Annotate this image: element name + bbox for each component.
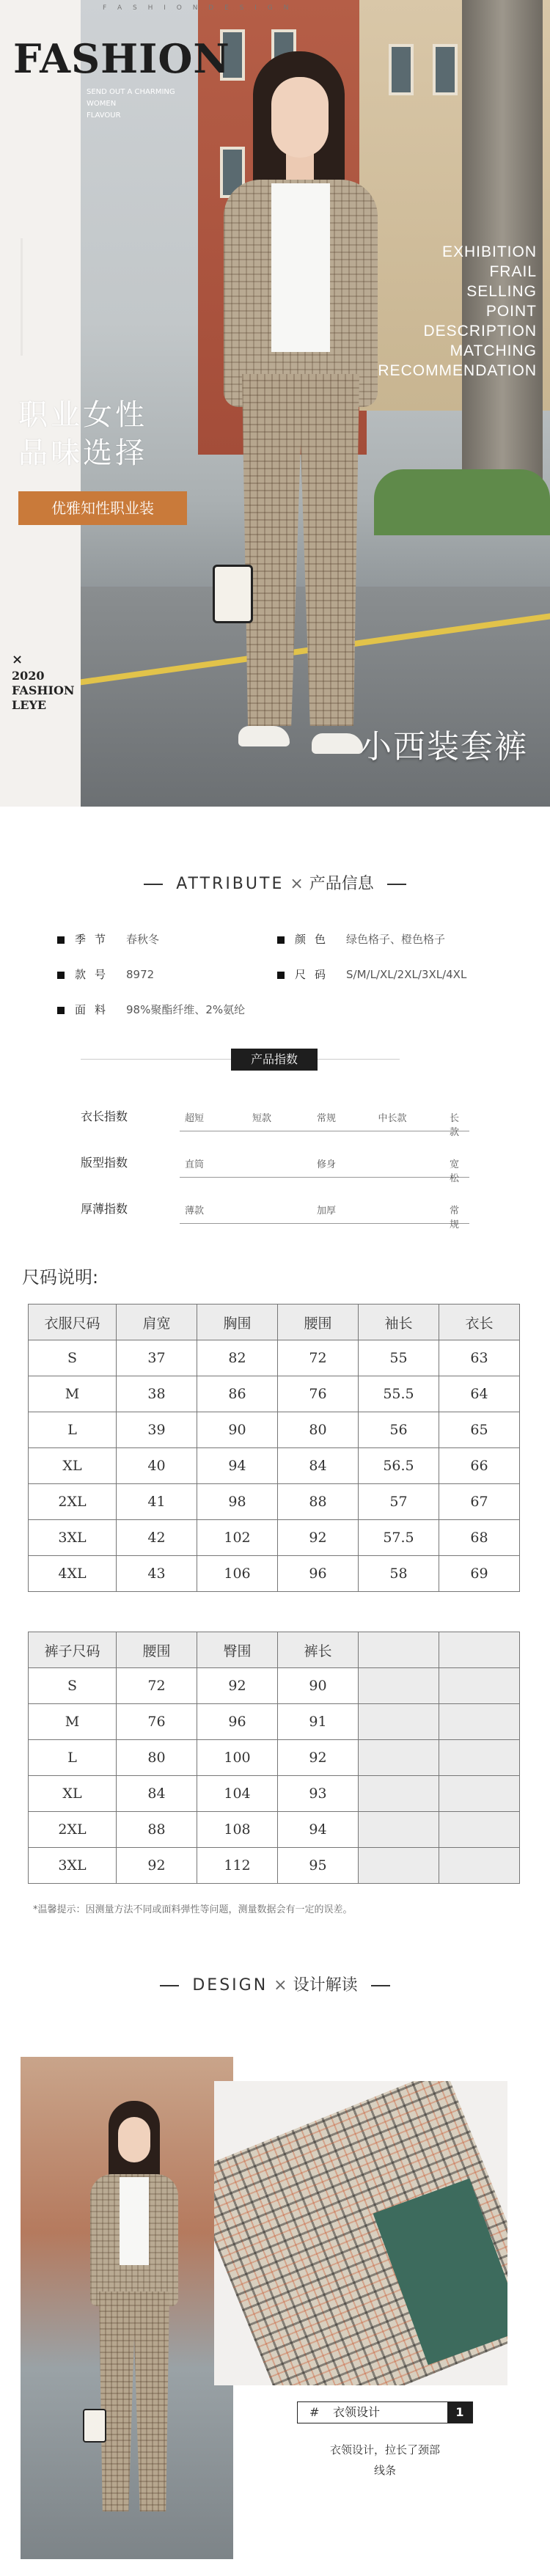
value-cell: 58 (359, 1556, 439, 1592)
value-cell: 108 (197, 1812, 278, 1848)
value-cell (359, 1776, 439, 1812)
value-cell: 72 (117, 1668, 197, 1704)
design-desc-line: 衣领设计，拉长了颈部 (329, 2443, 440, 2456)
index-option: 超短 (184, 1113, 205, 1124)
value-cell: 57 (359, 1484, 439, 1520)
value-cell: 68 (439, 1520, 520, 1556)
value-cell: 80 (278, 1412, 359, 1448)
heading-en: ATTRIBUTE (176, 875, 285, 893)
collar-detail-photo (214, 2081, 507, 2385)
index-title: 产品指数 (231, 1049, 318, 1071)
cn-title-line: 职业女性 (18, 398, 147, 432)
hero-banner (0, 0, 550, 807)
index-row-thickness (81, 1200, 469, 1229)
value-cell (359, 1704, 439, 1740)
size-cell: 4XL (29, 1556, 117, 1592)
value-cell (439, 1848, 520, 1884)
value-cell: 41 (117, 1484, 197, 1520)
table-row (29, 1812, 520, 1848)
table-header: 衣服尺码 (29, 1304, 117, 1340)
design-point-number: 1 (447, 2402, 472, 2423)
attr-style-no (57, 966, 154, 982)
value-cell: 76 (278, 1376, 359, 1412)
style-badge: 优雅知性职业装 (18, 491, 187, 525)
value-cell: 66 (439, 1448, 520, 1484)
size-cell: 3XL (29, 1848, 117, 1884)
sub-line: SEND OUT A CHARMING (87, 88, 175, 96)
top-size-table (28, 1304, 520, 1592)
index-label: 版型指数 (81, 1156, 128, 1170)
value-cell (359, 1812, 439, 1848)
value-cell: 72 (278, 1340, 359, 1376)
size-cell: XL (29, 1448, 117, 1484)
value-cell (439, 1812, 520, 1848)
index-row-length (81, 1107, 469, 1137)
value-cell (439, 1776, 520, 1812)
table-header (439, 1632, 520, 1668)
value-cell (439, 1704, 520, 1740)
index-option: 短款 (252, 1113, 272, 1124)
attr-value: 98%聚酯纤维、2%氨纶 (126, 1003, 246, 1016)
heading-sep: × (274, 1976, 287, 1995)
size-cell: M (29, 1376, 117, 1412)
value-cell: 92 (278, 1740, 359, 1776)
attr-key: 尺码 (295, 968, 335, 981)
hero-cn-title (18, 396, 147, 472)
table-row (29, 1556, 520, 1592)
value-cell: 104 (197, 1776, 278, 1812)
value-cell: 88 (278, 1484, 359, 1520)
table-header: 胸围 (197, 1304, 278, 1340)
size-cell: S (29, 1340, 117, 1376)
design-model-photo (21, 2057, 233, 2559)
table-header: 裤子尺码 (29, 1632, 117, 1668)
year-text: FASHION (12, 683, 75, 697)
index-option: 薄款 (184, 1206, 205, 1217)
year-text: LEYE (12, 698, 47, 712)
size-cell: L (29, 1412, 117, 1448)
right-word: SELLING (466, 283, 537, 300)
attr-size (277, 966, 466, 982)
hash-icon: # (309, 2405, 320, 2419)
value-cell: 90 (278, 1668, 359, 1704)
value-cell: 82 (197, 1340, 278, 1376)
value-cell: 98 (197, 1484, 278, 1520)
value-cell (359, 1668, 439, 1704)
index-option: 直筒 (184, 1159, 205, 1170)
close-x-icon: × (12, 652, 23, 667)
value-cell (439, 1740, 520, 1776)
value-cell: 56 (359, 1412, 439, 1448)
value-cell: 63 (439, 1340, 520, 1376)
table-row (29, 1484, 520, 1520)
design-point-title: 衣领设计 (333, 2405, 381, 2419)
design-description (297, 2440, 473, 2481)
size-cell: M (29, 1704, 117, 1740)
value-cell: 84 (278, 1448, 359, 1484)
attr-color (277, 931, 445, 947)
value-cell: 106 (197, 1556, 278, 1592)
value-cell: 93 (278, 1776, 359, 1812)
value-cell: 56.5 (359, 1448, 439, 1484)
heading-sep: × (290, 875, 304, 893)
table-header: 臀围 (197, 1632, 278, 1668)
value-cell: 92 (197, 1668, 278, 1704)
design-desc-line: 线条 (373, 2464, 396, 2477)
decorative-bar (21, 238, 23, 356)
design-point-tag (297, 2401, 473, 2423)
value-cell: 94 (197, 1448, 278, 1484)
tiny-top-text: F A S H I O N D E S I G N (103, 4, 293, 12)
value-cell: 43 (117, 1556, 197, 1592)
year-text: 2020 (12, 669, 45, 683)
index-option: 常规 (450, 1206, 460, 1230)
table-row (29, 1340, 520, 1376)
size-cell: 2XL (29, 1812, 117, 1848)
sub-line: WOMEN (87, 100, 117, 108)
model-figure (209, 51, 392, 785)
value-cell: 92 (278, 1520, 359, 1556)
value-cell: 76 (117, 1704, 197, 1740)
table-row (29, 1668, 520, 1704)
value-cell: 67 (439, 1484, 520, 1520)
attribute-heading (0, 871, 550, 894)
value-cell: 69 (439, 1556, 520, 1592)
value-cell: 92 (117, 1848, 197, 1884)
table-header-row (29, 1632, 520, 1668)
value-cell: 37 (117, 1340, 197, 1376)
hero-sub-lines (87, 87, 175, 122)
attr-key: 季节 (75, 933, 115, 946)
table-row (29, 1704, 520, 1740)
cn-title-line: 品味选择 (18, 436, 147, 470)
right-word: RECOMMENDATION (378, 362, 537, 379)
value-cell: 88 (117, 1812, 197, 1848)
index-option: 中长款 (378, 1113, 407, 1124)
size-cell: 3XL (29, 1520, 117, 1556)
year-mark (12, 653, 75, 713)
measurement-note: *温馨提示：因测量方法不同或面料弹性等问题，测量数据会有一定的误差。 (33, 1904, 353, 1915)
value-cell: 55.5 (359, 1376, 439, 1412)
attr-value: S/M/L/XL/2XL/3XL/4XL (346, 968, 467, 981)
table-header: 衣长 (439, 1304, 520, 1340)
size-caption: 尺码说明: (22, 1267, 99, 1288)
attr-season (57, 931, 159, 947)
value-cell: 64 (439, 1376, 520, 1412)
heading-cn: 设计解读 (293, 1976, 358, 1995)
value-cell (359, 1740, 439, 1776)
table-row (29, 1740, 520, 1776)
index-option: 长款 (450, 1113, 460, 1138)
value-cell (439, 1668, 520, 1704)
table-header (359, 1632, 439, 1668)
value-cell: 86 (197, 1376, 278, 1412)
index-option: 常规 (316, 1113, 337, 1124)
attr-key: 款号 (75, 968, 115, 981)
value-cell: 96 (278, 1556, 359, 1592)
index-option: 宽松 (450, 1159, 460, 1184)
table-row (29, 1448, 520, 1484)
table-header: 肩宽 (117, 1304, 197, 1340)
value-cell: 91 (278, 1704, 359, 1740)
product-title: 小西装套裤 (359, 728, 528, 766)
value-cell: 80 (117, 1740, 197, 1776)
value-cell: 112 (197, 1848, 278, 1884)
value-cell: 38 (117, 1376, 197, 1412)
value-cell: 102 (197, 1520, 278, 1556)
value-cell (359, 1848, 439, 1884)
value-cell: 100 (197, 1740, 278, 1776)
table-row (29, 1776, 520, 1812)
heading-en: DESIGN (192, 1976, 268, 1995)
attr-key: 面料 (75, 1003, 115, 1016)
right-word: POINT (485, 303, 537, 320)
table-header: 裤长 (278, 1632, 359, 1668)
value-cell: 57.5 (359, 1520, 439, 1556)
heading-cn: 产品信息 (309, 875, 374, 893)
value-cell: 42 (117, 1520, 197, 1556)
value-cell: 55 (359, 1340, 439, 1376)
table-header: 腰围 (117, 1632, 197, 1668)
index-label: 衣长指数 (81, 1109, 128, 1123)
index-label: 厚薄指数 (81, 1202, 128, 1216)
size-cell: S (29, 1668, 117, 1704)
table-row (29, 1848, 520, 1884)
hero-right-words (378, 242, 537, 381)
right-word: EXHIBITION (441, 243, 537, 260)
table-header: 袖长 (359, 1304, 439, 1340)
right-word: DESCRIPTION (423, 323, 537, 340)
right-word: FRAIL (489, 263, 537, 280)
value-cell: 40 (117, 1448, 197, 1484)
size-cell: L (29, 1740, 117, 1776)
value-cell: 94 (278, 1812, 359, 1848)
attr-value: 8972 (126, 968, 155, 981)
attr-key: 颜色 (295, 933, 335, 946)
table-row (29, 1520, 520, 1556)
table-row (29, 1376, 520, 1412)
attr-value: 春秋冬 (126, 933, 160, 946)
size-cell: 2XL (29, 1484, 117, 1520)
value-cell: 84 (117, 1776, 197, 1812)
attr-value: 绿色格子、橙色格子 (346, 933, 446, 946)
index-row-fit (81, 1153, 469, 1183)
pants-size-table (28, 1632, 520, 1884)
size-cell: XL (29, 1776, 117, 1812)
table-row (29, 1412, 520, 1448)
value-cell: 39 (117, 1412, 197, 1448)
design-heading (0, 1973, 550, 1995)
sub-line: FLAVOUR (87, 111, 121, 120)
index-option: 修身 (316, 1159, 337, 1170)
index-option: 加厚 (316, 1206, 337, 1217)
attr-fabric (57, 1002, 245, 1017)
table-header-row (29, 1304, 520, 1340)
value-cell: 65 (439, 1412, 520, 1448)
value-cell: 90 (197, 1412, 278, 1448)
table-header: 腰围 (278, 1304, 359, 1340)
value-cell: 96 (197, 1704, 278, 1740)
right-word: MATCHING (450, 342, 537, 359)
value-cell: 95 (278, 1848, 359, 1884)
brand-title: FASHION (13, 35, 230, 82)
